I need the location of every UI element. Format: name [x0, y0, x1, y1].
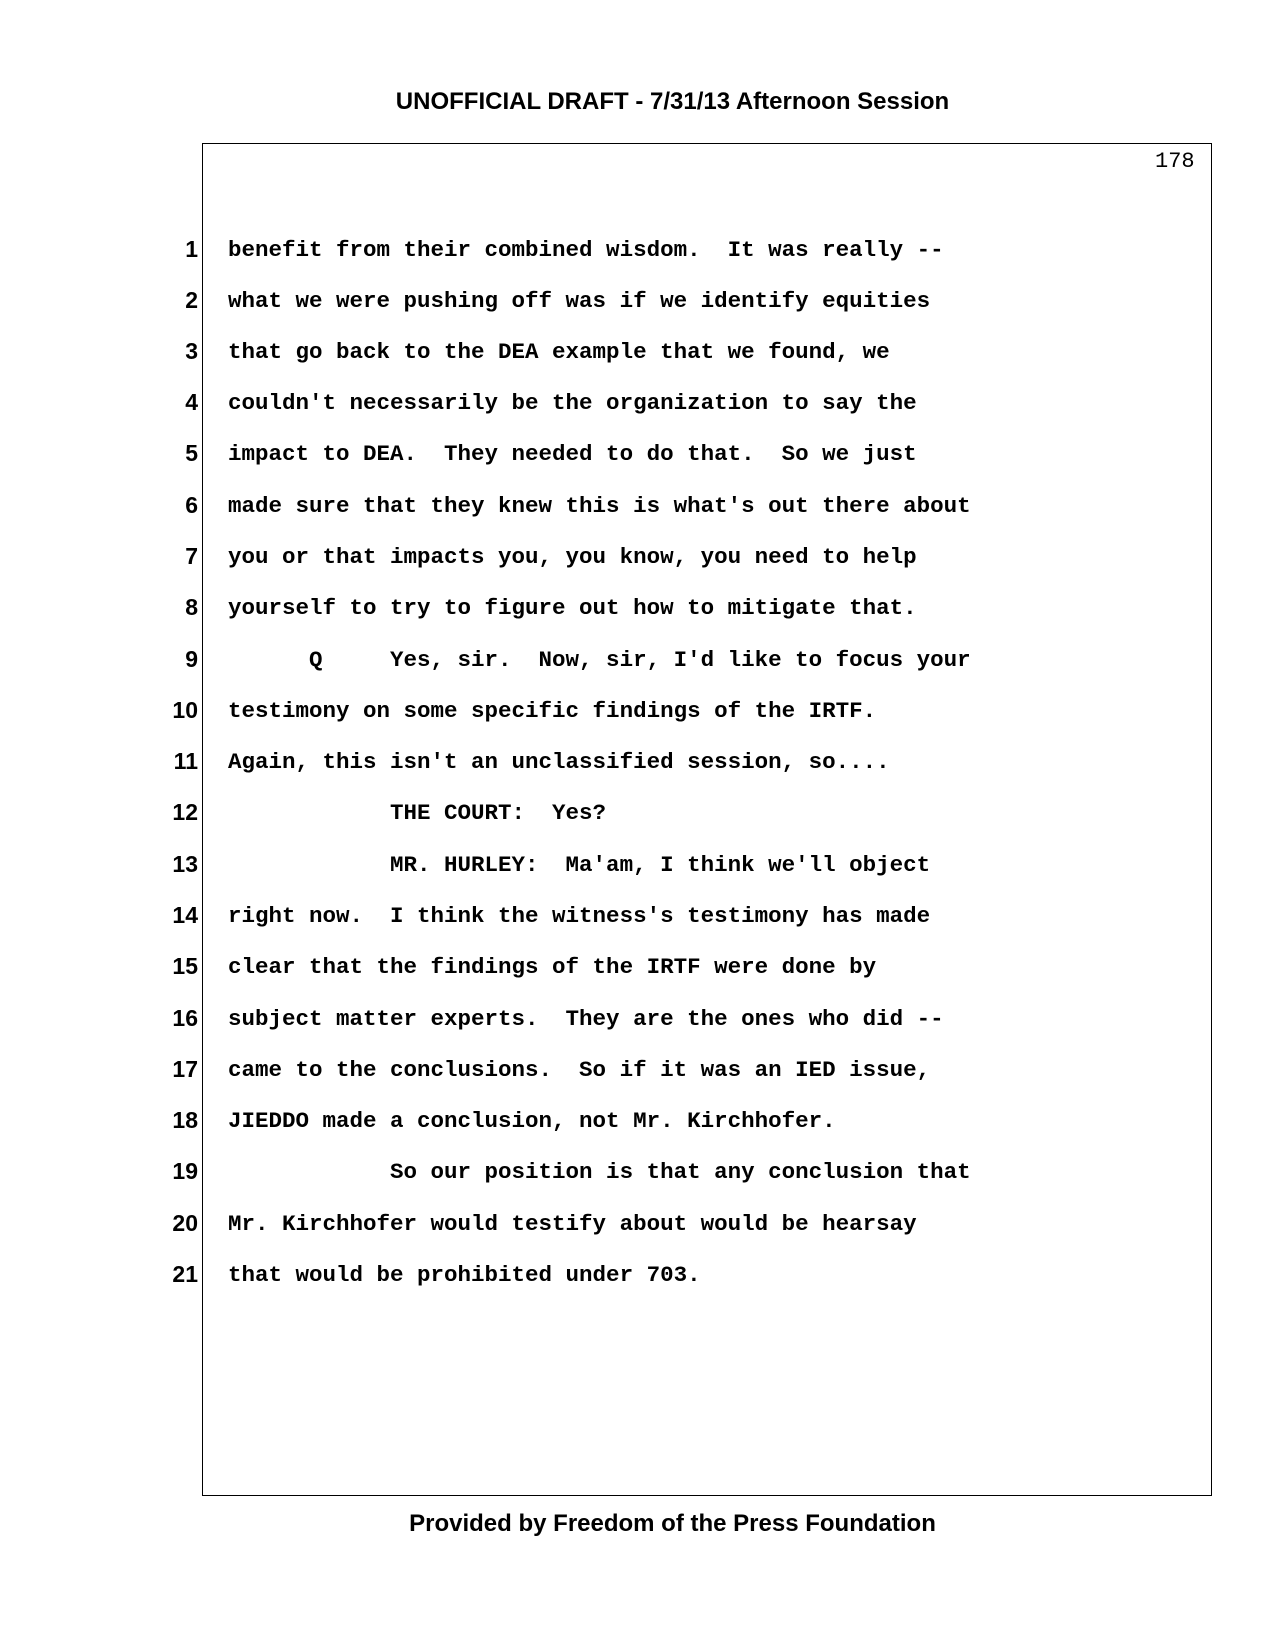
transcript-line	[0, 697, 1275, 727]
transcript-line	[0, 1005, 1275, 1035]
transcript-line	[0, 492, 1275, 522]
line-text: Again, this isn't an unclassified session, so....	[228, 749, 890, 775]
transcript-line	[0, 953, 1275, 983]
line-number: 9	[185, 646, 198, 672]
line-text: benefit from their combined wisdom. It was really --	[228, 237, 944, 263]
transcript-line	[0, 1261, 1275, 1291]
transcript-line	[0, 851, 1275, 881]
line-text: THE COURT: Yes?	[228, 800, 607, 826]
transcript-line	[0, 338, 1275, 368]
transcript-line	[0, 1210, 1275, 1240]
line-number: 11	[173, 748, 198, 774]
line-number: 16	[172, 1005, 198, 1031]
transcript-line	[0, 594, 1275, 624]
line-number: 10	[172, 697, 198, 723]
transcript-line	[0, 1056, 1275, 1086]
line-number: 18	[172, 1107, 198, 1133]
line-text: MR. HURLEY: Ma'am, I think we'll object	[228, 852, 931, 878]
line-number: 12	[172, 799, 198, 825]
line-number: 6	[185, 492, 198, 518]
line-number: 2	[185, 287, 198, 313]
transcript-line	[0, 440, 1275, 470]
transcript-line	[0, 748, 1275, 778]
line-number: 14	[172, 902, 198, 928]
line-number: 20	[172, 1210, 198, 1236]
transcript-line	[0, 543, 1275, 573]
line-number: 21	[172, 1261, 198, 1287]
line-number: 17	[172, 1056, 198, 1082]
line-number: 1	[185, 236, 198, 262]
line-number: 13	[172, 851, 198, 877]
page-header-title: UNOFFICIAL DRAFT - 7/31/13 Afternoon Session	[395, 88, 950, 115]
line-text: So our position is that any conclusion that	[228, 1159, 971, 1185]
transcript-line	[0, 902, 1275, 932]
line-text: you or that impacts you, you know, you need to help	[228, 544, 917, 570]
transcript-line	[0, 799, 1275, 829]
line-text: testimony on some specific findings of the IRTF.	[228, 698, 877, 724]
line-number: 19	[172, 1158, 198, 1184]
line-number: 8	[185, 594, 198, 620]
transcript-line	[0, 1107, 1275, 1137]
page-footer: Provided by Freedom of the Press Foundation	[409, 1510, 936, 1537]
line-text: came to the conclusions. So if it was an IED issue,	[228, 1057, 931, 1083]
line-number: 3	[185, 338, 198, 364]
line-number: 7	[185, 543, 198, 569]
line-text: Mr. Kirchhofer would testify about would be hearsay	[228, 1211, 917, 1237]
line-text: right now. I think the witness's testimony has made	[228, 903, 931, 929]
line-number: 5	[185, 440, 198, 466]
page-number: 178	[1155, 149, 1195, 174]
line-text: what we were pushing off was if we identify equities	[228, 288, 931, 314]
transcript-line	[0, 1158, 1275, 1188]
line-text: Q Yes, sir. Now, sir, I'd like to focus your	[228, 647, 971, 673]
line-text: JIEDDO made a conclusion, not Mr. Kirchhofer.	[228, 1108, 836, 1134]
line-text: clear that the findings of the IRTF were done by	[228, 954, 877, 980]
line-text: yourself to try to figure out how to mitigate that.	[228, 595, 917, 621]
line-number: 15	[172, 953, 198, 979]
transcript-line	[0, 236, 1275, 266]
transcript-line	[0, 646, 1275, 676]
transcript-line	[0, 287, 1275, 317]
line-text: couldn't necessarily be the organization to say the	[228, 390, 917, 416]
line-text: that go back to the DEA example that we found, we	[228, 339, 890, 365]
transcript-line	[0, 389, 1275, 419]
line-number: 4	[185, 389, 198, 415]
line-text: impact to DEA. They needed to do that. So we just	[228, 441, 917, 467]
line-text: subject matter experts. They are the ones who did --	[228, 1006, 944, 1032]
line-text: that would be prohibited under 703.	[228, 1262, 701, 1288]
line-text: made sure that they knew this is what's out there about	[228, 493, 971, 519]
